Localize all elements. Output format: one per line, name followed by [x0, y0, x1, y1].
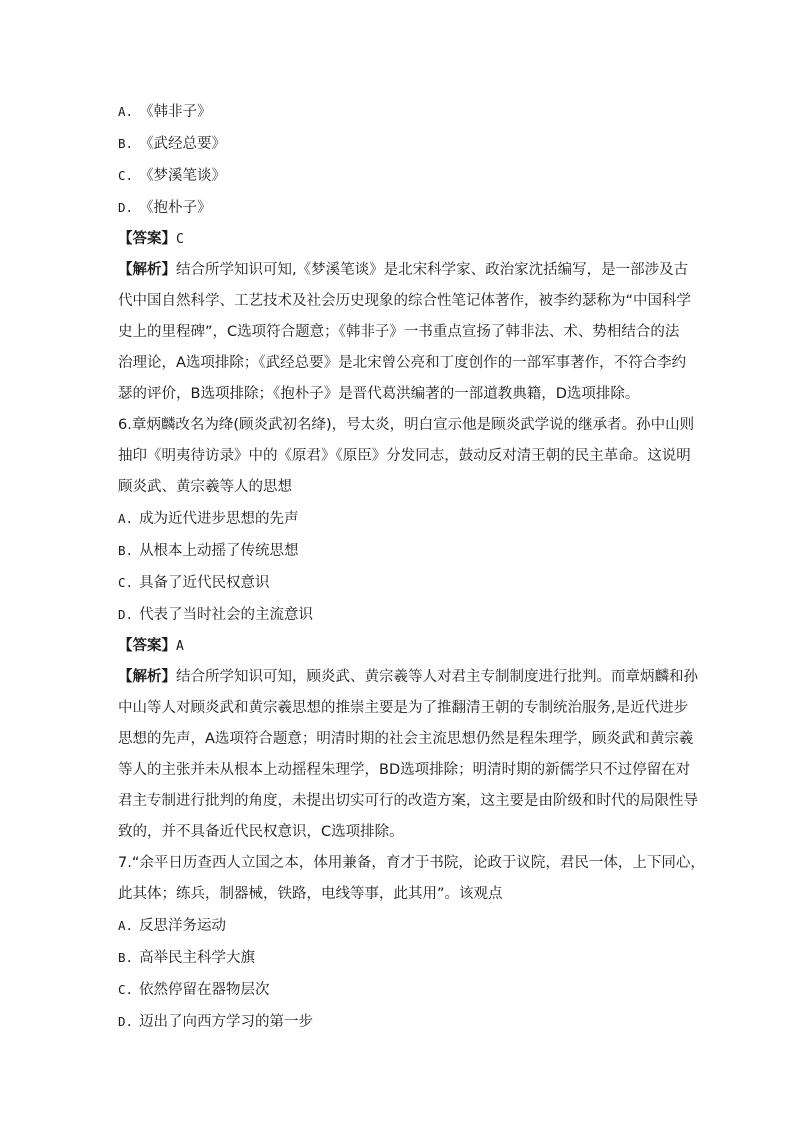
- option-letter: D.: [118, 1014, 134, 1029]
- answer-value: A: [176, 639, 184, 654]
- q7-options: [118, 910, 678, 1038]
- option-letter: C.: [118, 168, 134, 183]
- analysis-label: 【解析】: [118, 669, 176, 685]
- option-letter: B.: [118, 136, 134, 151]
- option-text: 从根本上动摇了传统思想: [139, 543, 299, 559]
- analysis-line: [118, 662, 698, 693]
- q5-option-d: [118, 192, 678, 224]
- analysis-line: 君主专制进行批判的角度，未提出切实可行的改造方案，这主要是由阶级和时代的局限性导: [118, 793, 698, 809]
- q7-option-b: [118, 942, 678, 974]
- q6-option-a: [118, 503, 678, 535]
- analysis-line: 瑟的评价，B选项排除；《抱朴子》是晋代葛洪编著的一部道教典籍，D选项排除。: [118, 386, 640, 402]
- analysis-line: 思想的先声，A选项符合题意；明清时期的社会主流思想仍然是程朱理学，顾炎武和黄宗羲: [118, 731, 694, 747]
- option-text: 《武经总要》: [139, 136, 227, 152]
- option-text: 依然停留在器物层次: [139, 982, 270, 998]
- option-letter: B.: [118, 950, 134, 965]
- q7-option-a: [118, 910, 678, 942]
- analysis-text: 结合所学知识可知,《梦溪笔谈》是北宋科学家、政治家沈括编写，是一部涉及古: [176, 262, 689, 278]
- document-page: [118, 96, 705, 1038]
- option-letter: D.: [118, 607, 134, 622]
- q7-option-d: [118, 1006, 678, 1038]
- q6-stem: [118, 410, 695, 503]
- option-letter: C.: [118, 982, 134, 997]
- stem-line: 7.“余平日历查西人立国之本，体用兼备，育才于书院，论政于议院，君民一体，上下同心，: [118, 855, 705, 871]
- answer-label: 【答案】: [118, 638, 176, 654]
- analysis-line: 治理论，A选项排除；《武经总要》是北宋曾公亮和丁度创作的一部军事著作，不符合李约: [118, 355, 687, 371]
- q7-option-c: [118, 974, 678, 1006]
- option-text: 《梦溪笔谈》: [139, 168, 227, 184]
- answer-label: 【答案】: [118, 231, 176, 247]
- option-text: 迈出了向西方学习的第一步: [139, 1014, 314, 1030]
- option-text: 反思洋务运动: [139, 918, 227, 934]
- option-text: 代表了当时社会的主流意识: [139, 607, 314, 623]
- option-letter: A.: [118, 918, 134, 933]
- analysis-text: 结合所学知识可知，顾炎武、黄宗羲等人对君主专制制度进行批判。而章炳麟和孙: [176, 669, 698, 685]
- stem-line: 顾炎武、黄宗羲等人的思想: [118, 479, 292, 495]
- q5-option-c: [118, 160, 678, 192]
- q7-stem: [118, 848, 705, 910]
- option-letter: A.: [118, 104, 134, 119]
- analysis-line: 致的，并不具备近代民权意识，C选项排除。: [118, 824, 404, 840]
- answer-value: C: [176, 232, 184, 247]
- q5-option-a: [118, 96, 678, 128]
- q5-analysis: [118, 255, 692, 410]
- option-text: 成为近代进步思想的先声: [139, 511, 299, 527]
- q6-option-d: [118, 599, 678, 631]
- q6-option-b: [118, 535, 678, 567]
- q6-analysis: [118, 662, 698, 848]
- analysis-line: 中山等人对顾炎武和黄宗羲思想的推崇主要是为了推翻清王朝的专制统治服务,是近代进步: [118, 700, 689, 716]
- q6-options: [118, 503, 678, 631]
- q6-option-c: [118, 567, 678, 599]
- stem-line: 此其体；练兵，制器械，铁路，电线等事，此其用”。该观点: [118, 886, 503, 902]
- stem-line: 抽印《明夷待访录》中的《原君》《原臣》分发同志，鼓动反对清王朝的民主革命。这说明: [118, 448, 691, 464]
- analysis-line: 史上的里程碑”，C选项符合题意；《韩非子》一书重点宣扬了韩非法、术、势相结合的法: [118, 324, 680, 340]
- q6-answer: [118, 631, 678, 662]
- q5-option-b: [118, 128, 678, 160]
- q5-answer: [118, 224, 678, 255]
- option-letter: D.: [118, 200, 134, 215]
- option-text: 《韩非子》: [139, 104, 212, 120]
- option-text: 具备了近代民权意识: [139, 575, 270, 591]
- option-letter: B.: [118, 543, 134, 558]
- analysis-line: 等人的主张并未从根本上动摇程朱理学，BD选项排除；明清时期的新儒学只不过停留在对: [118, 762, 691, 778]
- q5-options: [118, 96, 678, 224]
- stem-line: 6.章炳麟改名为绛(顾炎武初名绛)，号太炎，明白宣示他是顾炎武学说的继承者。孙中山则: [118, 417, 695, 433]
- option-letter: A.: [118, 511, 134, 526]
- analysis-line: [118, 255, 689, 286]
- analysis-line: 代中国自然科学、工艺技术及社会历史现象的综合性笔记体著作，被李约瑟称为“中国科学: [118, 293, 692, 309]
- option-text: 高举民主科学大旗: [139, 950, 256, 966]
- analysis-label: 【解析】: [118, 262, 176, 278]
- option-text: 《抱朴子》: [139, 200, 212, 216]
- option-letter: C.: [118, 575, 134, 590]
